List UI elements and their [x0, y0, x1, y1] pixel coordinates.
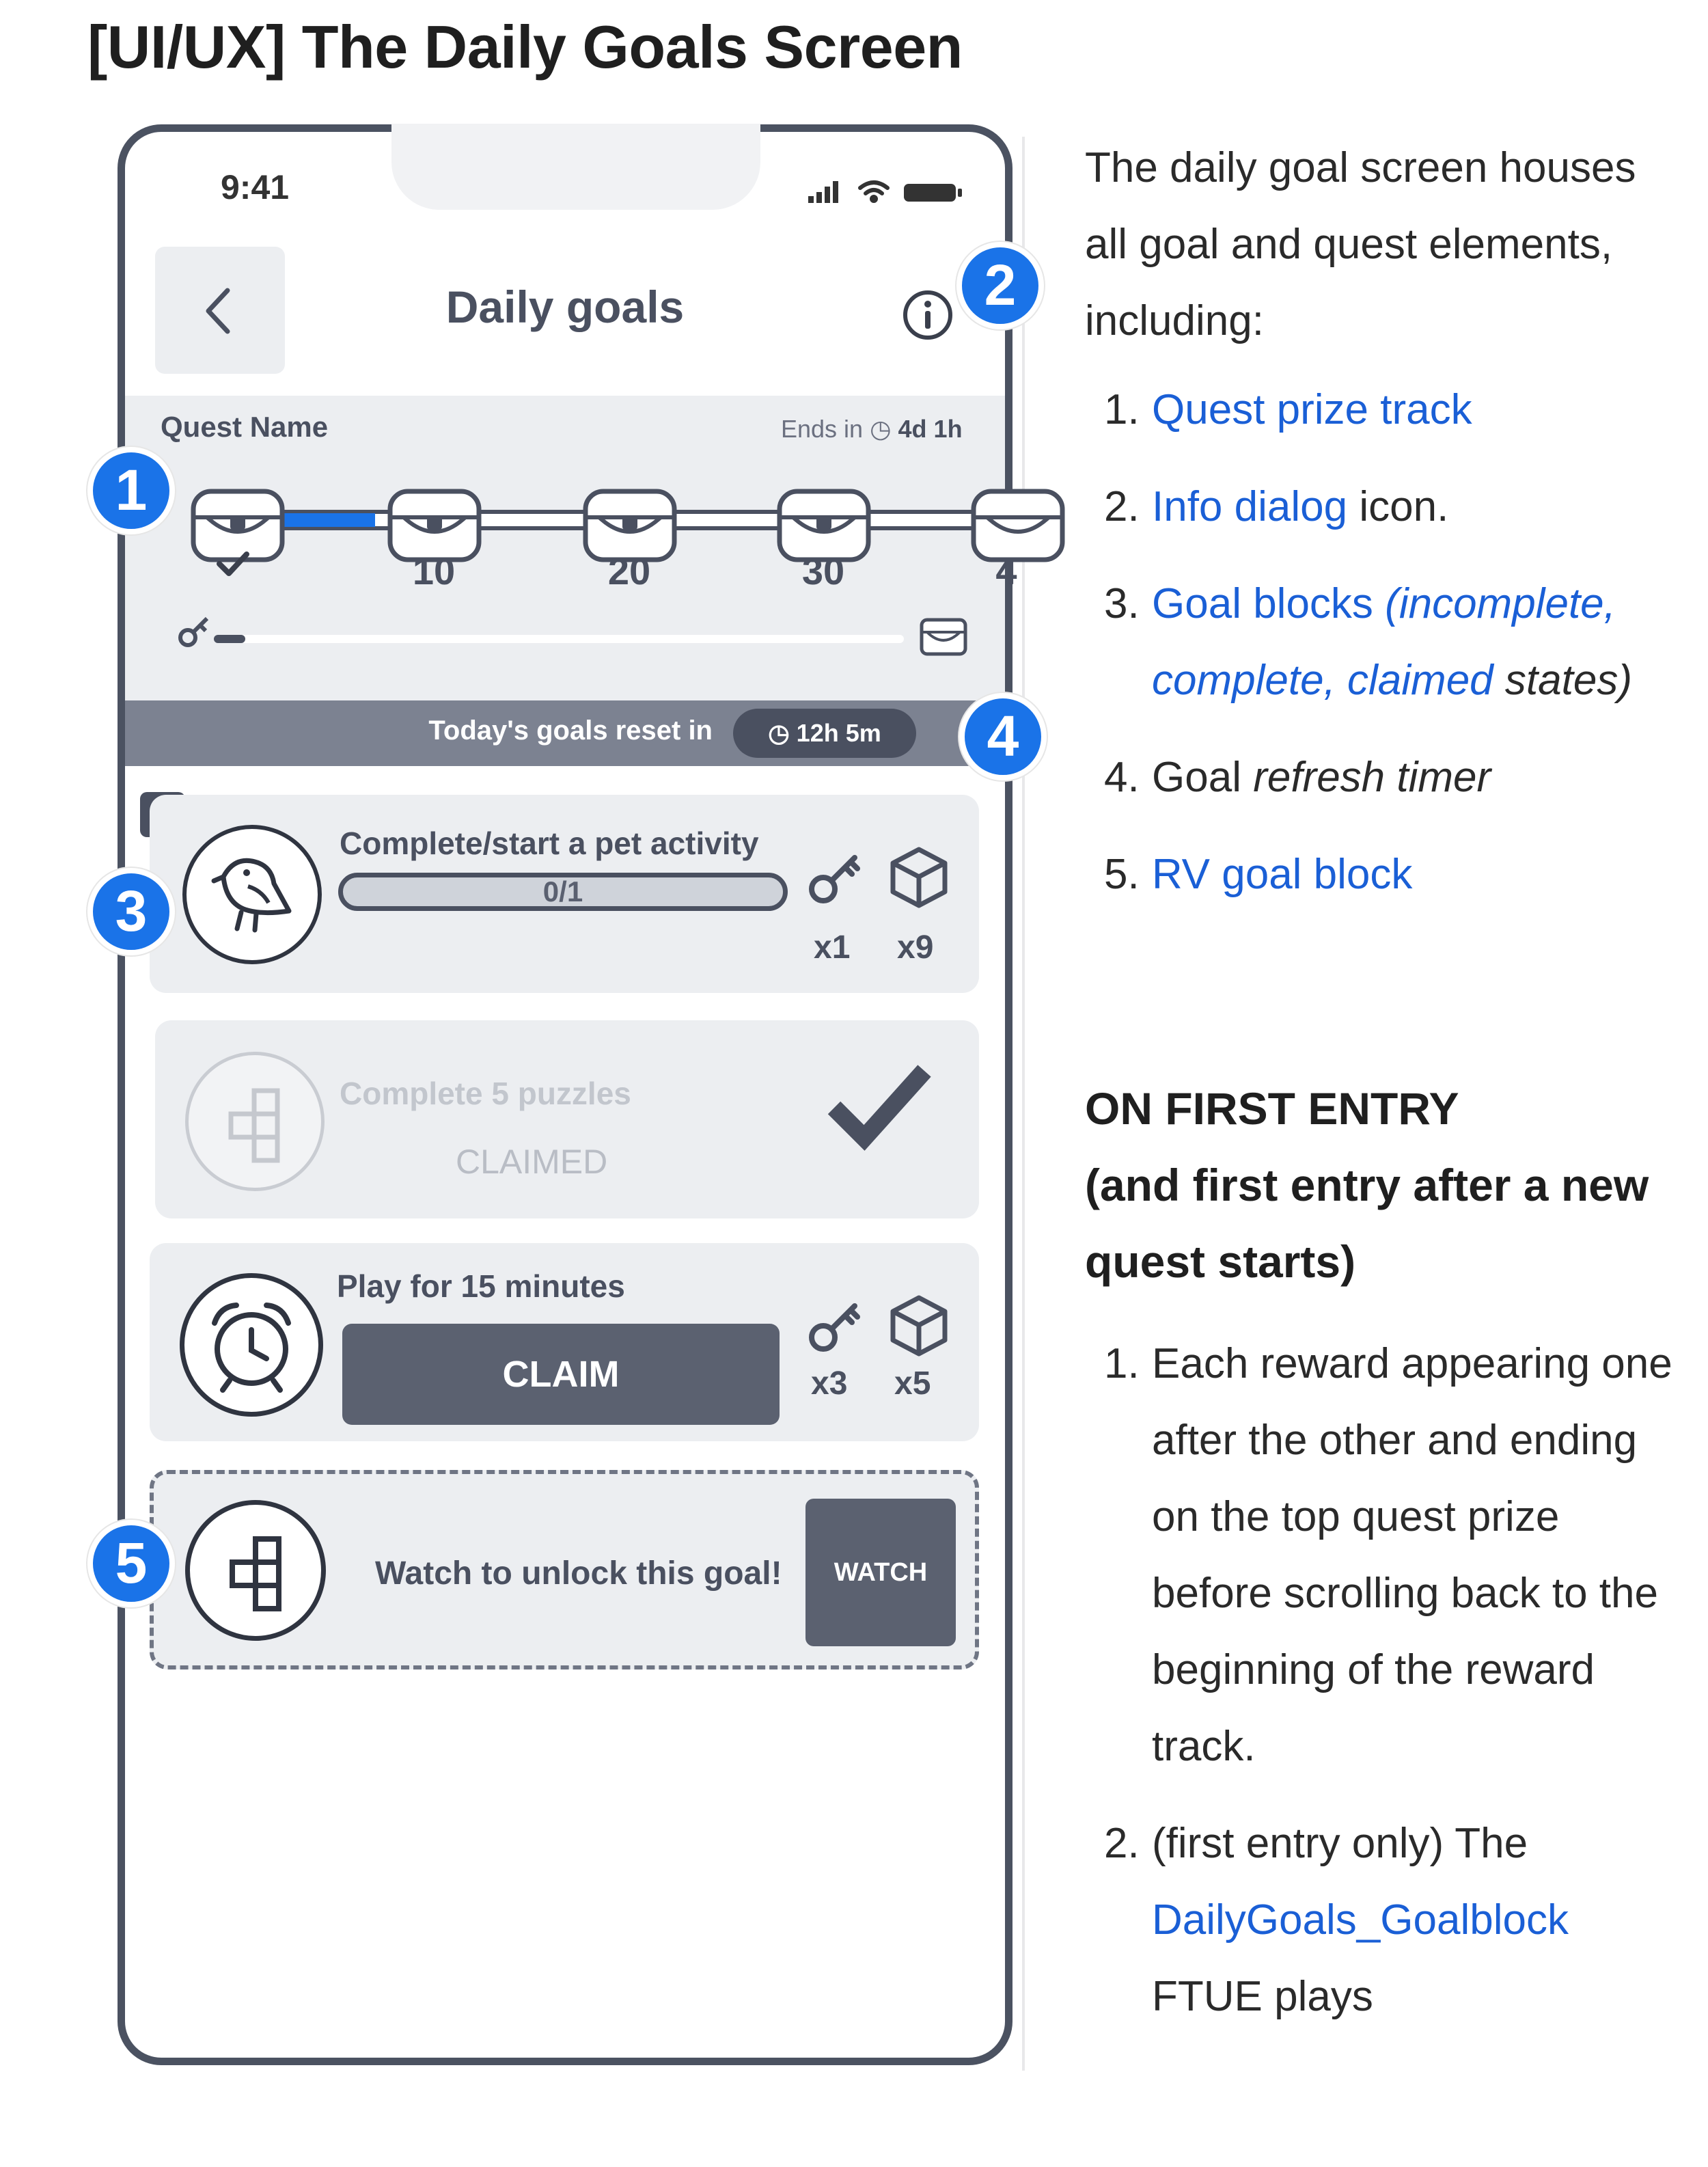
goal-refresh-timer [125, 700, 1005, 766]
reward-box-count: x9 [897, 929, 934, 966]
feature-list [1085, 372, 1686, 913]
status-time: 9:41 [221, 168, 290, 206]
alarm-clock-icon [180, 1273, 323, 1417]
section-heading: ON FIRST ENTRY (and first entry after a new quest starts) [1085, 1083, 1649, 1287]
document-title: [UI/UX] The Daily Goals Screen [87, 13, 963, 81]
list-item: 5. RV goal block [1104, 851, 1413, 898]
reward-box-count: x5 [894, 1365, 931, 1402]
signal-icon [808, 181, 838, 203]
watch-button[interactable]: WATCH [805, 1499, 956, 1646]
callout-badge: 2 [956, 242, 1044, 329]
quest-prize-track [125, 396, 1017, 700]
milestone-label: 4 [995, 549, 1017, 592]
clock-icon: ◷ [870, 415, 892, 443]
wifi-icon [860, 182, 887, 201]
checkmark-icon [825, 1057, 934, 1153]
reset-label: Today's goals reset in [428, 715, 713, 746]
puzzle-icon [185, 1500, 326, 1641]
phone-mockup [118, 124, 1017, 2065]
link-goal-blocks[interactable]: Goal blocks [1152, 580, 1373, 627]
quest-ends-value: 4d 1h [898, 415, 963, 443]
rv-goal-block [150, 1470, 979, 1669]
list-item: 2. (first entry only) The DailyGoals_Goalblock FTUE plays [1104, 1820, 1569, 2020]
first-entry-list [1085, 1326, 1686, 2035]
key-icon [807, 845, 868, 907]
puzzle-icon [185, 1052, 325, 1191]
phone-edge-shadow [1022, 137, 1025, 2071]
list-item: 3. Goal blocks (incomplete, complete, claimed states) [1104, 580, 1632, 704]
milestone-label: 10 [412, 549, 456, 592]
callout-badge: 4 [959, 693, 1047, 780]
quest-ends-prefix: Ends in [781, 415, 864, 443]
track-progress-fill [273, 513, 375, 527]
list-item: 1. Quest prize track [1104, 386, 1472, 433]
link-rv-goal-block[interactable]: RV goal block [1152, 851, 1413, 898]
battery-icon [904, 184, 962, 202]
goal-status: CLAIMED [456, 1143, 608, 1181]
goal-progress-bar [338, 873, 788, 911]
status-icons [808, 177, 972, 204]
list-item: 4. Goal refresh timer [1104, 754, 1491, 801]
chest-icon [193, 491, 282, 560]
key-progress-fill [214, 635, 245, 643]
goal-block-complete [150, 1243, 979, 1441]
quest-name: Quest Name [161, 411, 329, 443]
goal-text: Complete/start a pet activity [340, 826, 759, 861]
milestone-label: 30 [801, 549, 845, 592]
goal-progress-text: 0/1 [542, 875, 583, 908]
link-info-dialog[interactable]: Info dialog [1152, 483, 1348, 530]
clock-icon: ◷ [768, 719, 797, 747]
milestone-label: 20 [607, 549, 651, 592]
quest-ends-timer [781, 415, 963, 444]
goal-text: Play for 15 minutes [337, 1268, 625, 1304]
chest-icon [974, 491, 1062, 560]
chest-small-icon [922, 620, 965, 654]
goal-text: Complete 5 puzzles [340, 1076, 631, 1111]
callout-badge: 3 [87, 868, 175, 955]
prize-track [125, 464, 1017, 690]
list-item: 2. Info dialog icon. [1104, 483, 1449, 530]
screen-title: Daily goals [445, 282, 685, 332]
key-icon [180, 618, 207, 645]
link-goal-states[interactable]: (incomplete, complete, claimed [1152, 580, 1616, 704]
key-icon [807, 1294, 868, 1355]
list-item: 1. Each reward appearing one after the other and ending on the top quest prize before scrolling back to the beginning of the reward track. [1104, 1340, 1672, 1770]
box-icon [886, 844, 952, 910]
bird-icon [182, 825, 322, 964]
reward-key-count: x1 [814, 929, 851, 966]
reward-key-count: x3 [811, 1365, 848, 1402]
goal-block-claimed [155, 1020, 979, 1218]
link-dailygoals-goalblock[interactable]: DailyGoals_Goalblock [1152, 1896, 1569, 1944]
callout-badge: 1 [87, 447, 175, 534]
reset-timer-value: 12h 5m [796, 719, 881, 747]
key-progress-track [214, 635, 904, 643]
callout-badge: 5 [87, 1520, 175, 1607]
phone-notch [391, 124, 760, 210]
goal-text: Watch to unlock this goal! [375, 1555, 782, 1592]
box-icon [886, 1292, 952, 1358]
goal-block-incomplete[interactable] [150, 795, 979, 993]
claim-button[interactable]: CLAIM [342, 1324, 780, 1425]
description-intro: The daily goal screen houses all goal and quest elements, including: [1085, 144, 1636, 344]
reset-timer-pill [733, 709, 916, 758]
info-icon[interactable] [902, 289, 954, 341]
description-panel [1085, 130, 1686, 2035]
link-quest-prize-track[interactable]: Quest prize track [1152, 386, 1472, 433]
